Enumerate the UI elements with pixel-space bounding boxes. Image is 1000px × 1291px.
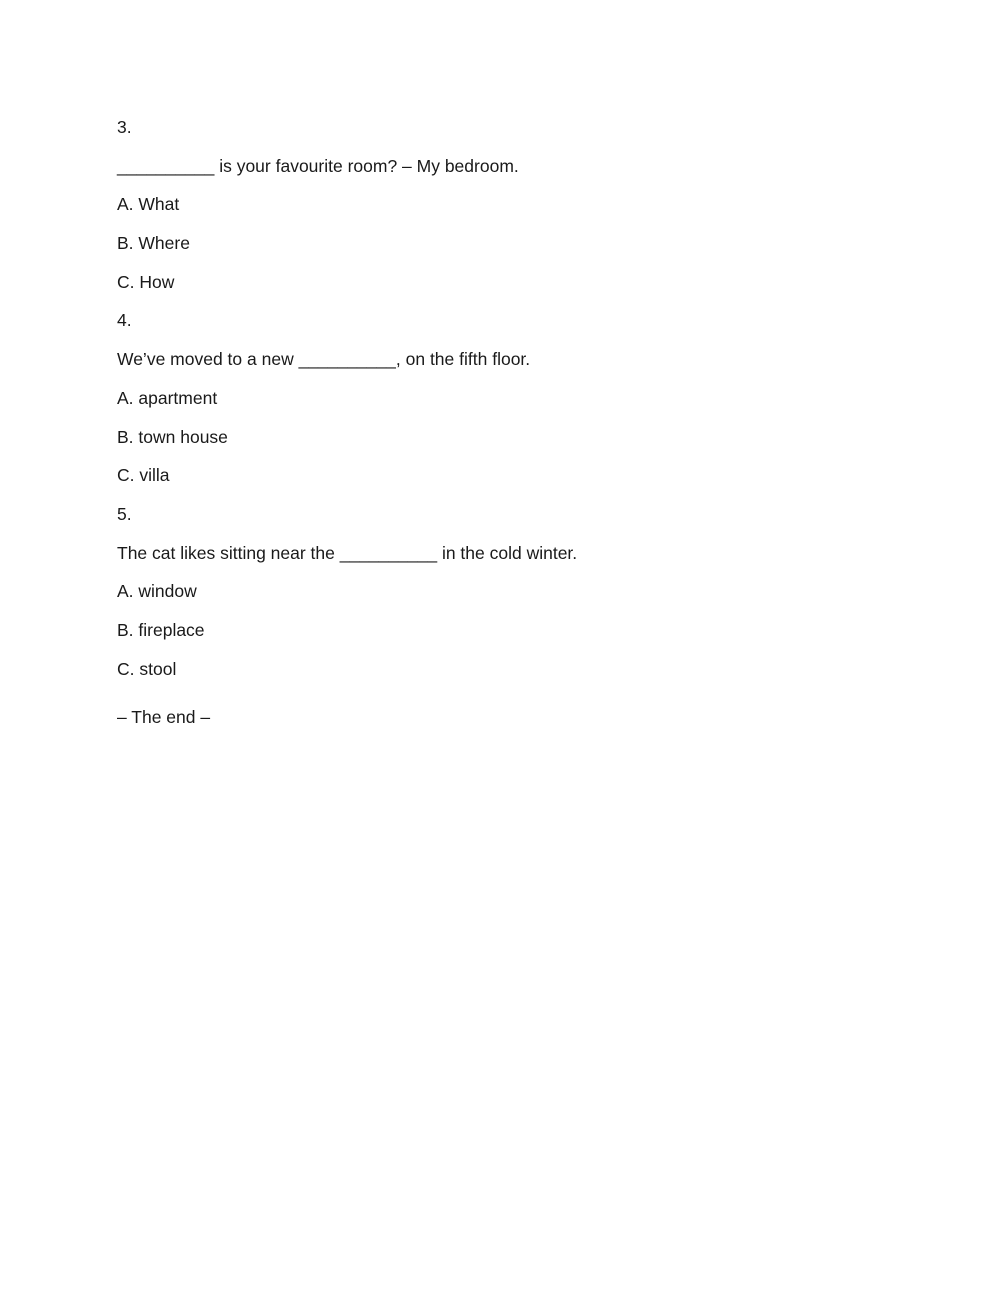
answer-option: A. window [117, 581, 197, 602]
answer-option: A. apartment [117, 387, 218, 408]
answer-option: B. Where [117, 233, 190, 254]
answer-option: C. How [117, 271, 175, 292]
question-prompt: We’ve moved to a new __________, on the fifth floor. [117, 349, 531, 370]
question-prompt: __________ is your favourite room? – My bedroom. [117, 155, 519, 176]
answer-option: C. villa [117, 465, 170, 486]
end-marker: – The end – [117, 706, 211, 727]
question-block [117, 309, 897, 486]
question-prompt: The cat likes sitting near the __________ in the cold winter. [117, 542, 578, 563]
question-number: 3. [117, 117, 132, 137]
answer-option: A. What [117, 194, 180, 215]
answer-option: B. fireplace [117, 619, 205, 640]
answer-option: B. town house [117, 426, 228, 447]
question-block [117, 503, 897, 680]
question-block [117, 116, 897, 293]
question-number: 5. [117, 503, 132, 524]
answer-option: C. stool [117, 658, 177, 679]
question-number: 4. [117, 310, 132, 331]
question-list [117, 116, 897, 744]
